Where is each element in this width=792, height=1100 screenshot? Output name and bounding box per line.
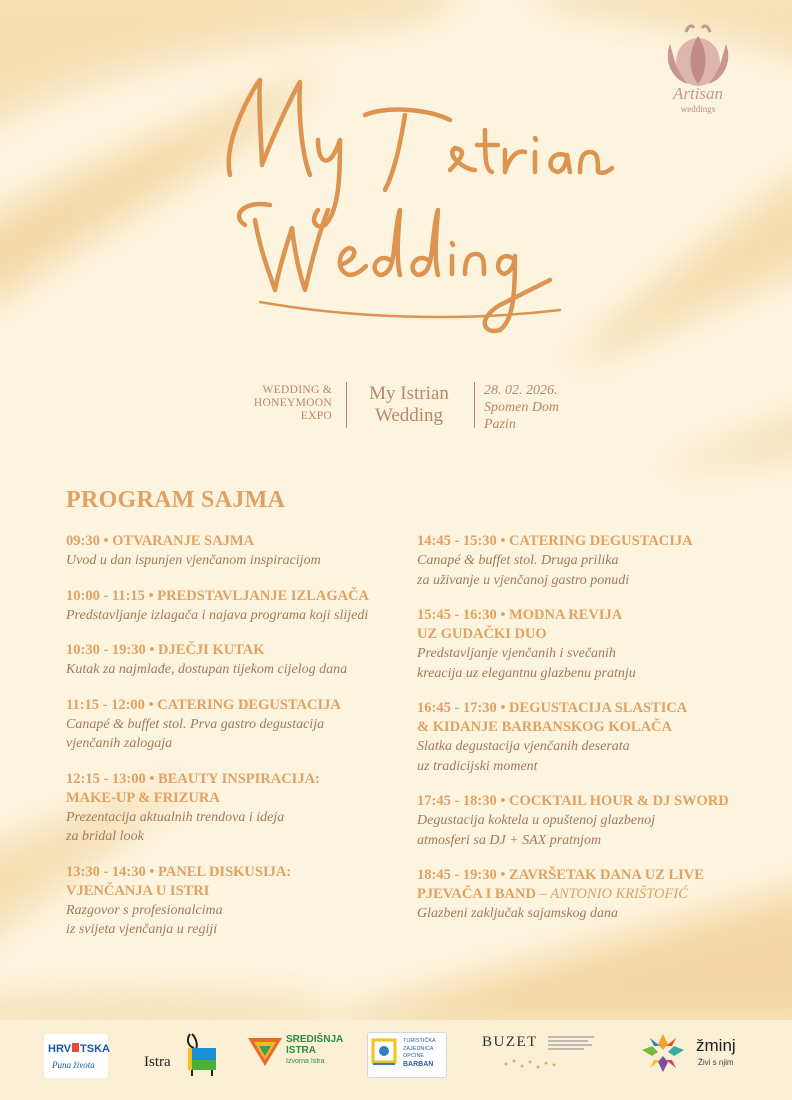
sponsor-footer: [0, 1020, 792, 1100]
hrvatska-logo-plate: [44, 1034, 108, 1078]
program-item-desc: vjenčanih zalogaja: [66, 736, 173, 751]
hrvatska-logo-word-a: HRV: [48, 1043, 72, 1055]
expo-name: [352, 383, 466, 427]
barban-line: BARBAN: [403, 1060, 434, 1068]
program-item-desc: uz tradicijski moment: [417, 758, 538, 774]
program-item: [66, 587, 406, 626]
barban-emblem-icon: [371, 1038, 399, 1068]
program-item-title: VJENČANJA U ISTRI: [66, 882, 210, 899]
sredisnja-name: [286, 1034, 343, 1056]
program-item: [417, 866, 777, 924]
expo-label: [214, 384, 332, 423]
barban-logo-text: [403, 1038, 436, 1068]
program-item: [417, 532, 777, 590]
script-title-graphic: [200, 60, 620, 360]
program-item-title: 11:15 - 12:00 • CATERING DEGUSTACIJA: [66, 696, 341, 713]
program-item-title: 10:00 - 11:15 • PREDSTAVLJANJE IZLAGAČA: [66, 587, 370, 604]
buzet-logo: [482, 1032, 598, 1078]
program-item-title: 13:30 - 14:30 • PANEL DISKUSIJA:: [66, 863, 292, 880]
performer-name: – ANTONIO KRIŠTOFIĆ: [539, 886, 688, 902]
program-item-desc: iz svijeta vjenčanja u regiji: [66, 922, 218, 937]
program-item: [66, 532, 406, 571]
program-item-title: 10:30 - 19:30 • DJEČJI KUTAK: [66, 642, 265, 658]
program-item-title: 09:30 • OTVARANJE SAJMA: [66, 533, 255, 549]
program-item-desc: Canapé & buffet stol. Druga prilika: [417, 553, 619, 568]
program-item-title-part: PJEVAČA I BAND: [417, 886, 536, 902]
program-item-desc: atmosferi sa DJ + SAX pratnjom: [417, 832, 602, 848]
program-item-title: 17:45 - 18:30 • COCKTAIL HOUR & DJ SWORD: [417, 793, 729, 809]
program-item-title: & KIDANJE BARBANSKOG KOLAČA: [417, 719, 672, 735]
checker-icon: [72, 1043, 79, 1052]
istra-logo-text: Istra: [144, 1054, 171, 1070]
program-item-desc: za uživanje u vjenčanoj gastro ponudi: [417, 572, 630, 588]
flower-icon: [638, 1030, 688, 1076]
program-item-title: 12:15 - 13:00 • BEAUTY INSPIRACIJA:: [66, 770, 320, 787]
zminj-logo-tagline: Živi s njim: [698, 1058, 734, 1067]
sredisnja-line: ISTRA: [286, 1045, 316, 1056]
zminj-logo-text: žminj: [696, 1036, 736, 1055]
expo-divider-left: [346, 382, 347, 428]
goat-icon: [180, 1030, 220, 1078]
program-item-desc: za bridal look: [66, 829, 144, 844]
program-item: [66, 641, 406, 680]
program-item-desc: Canapé & buffet stol. Prva gastro degustacija: [66, 716, 325, 732]
dots-icon: [502, 1056, 562, 1072]
program-item: [417, 699, 777, 776]
expo-label-line: HONEYMOON: [253, 397, 332, 409]
expo-label-line: EXPO: [300, 410, 332, 422]
program-item-desc: Slatka degustacija vjenčanih deserata: [417, 739, 630, 754]
expo-venue: Spomen Dom: [484, 400, 560, 415]
zminj-logo: [638, 1028, 754, 1080]
program-title: PROGRAM SAJMA: [66, 487, 286, 513]
program-item-title: 16:45 - 17:30 • DEGUSTACIJA SLASTICA: [417, 700, 688, 716]
program-item-desc: kreacija uz elegantnu glazbenu pratnju: [417, 665, 636, 681]
program-item-title: UZ GUDAČKI DUO: [417, 626, 547, 642]
artisan-logo-sub: weddings: [680, 104, 716, 114]
program-item-desc: Prezentacija aktualnih trendova i ideja: [66, 809, 285, 825]
program-item-desc: Razgovor s profesionalcima: [66, 902, 223, 918]
hrvatska-logo: [44, 1034, 108, 1078]
artisan-weddings-logo: [648, 22, 748, 122]
program-item-desc: Uvod u dan ispunjen vjenčanom inspiracijom: [66, 553, 321, 568]
expo-date-venue: [484, 382, 604, 433]
program-item-desc: Glazbeni zaključak sajamskog dana: [417, 906, 619, 921]
expo-label-line: WEDDING &: [262, 384, 332, 396]
program-item-title: 14:45 - 15:30 • CATERING DEGUSTACIJA: [417, 533, 693, 549]
barban-line: TURISTIČKA: [403, 1038, 436, 1044]
program-item: [417, 606, 777, 683]
istra-logo: [144, 1030, 220, 1080]
expo-name-line: Wedding: [374, 405, 444, 426]
sredisnja-line: SREDIŠNJA: [286, 1034, 344, 1045]
sredisnja-istra-logo: [248, 1032, 348, 1076]
artisan-logo-name: Artisan: [672, 84, 724, 103]
hrvatska-logo-word-b: TSKA: [80, 1043, 110, 1055]
barban-tz-logo: [367, 1032, 445, 1076]
program-column-left: [66, 532, 406, 956]
program-item: [417, 792, 777, 850]
program-item-desc: Predstavljanje izlagača i najava programa koji slijedi: [66, 607, 369, 623]
expo-divider-right: [474, 382, 475, 428]
barban-line: OPĆINE: [403, 1053, 425, 1059]
program-item-desc: Degustacija koktela u opuštenoj glazbenoj: [417, 813, 655, 828]
hrvatska-logo-tagline: Puna života: [52, 1060, 95, 1070]
expo-name-line: My Istrian: [369, 383, 449, 404]
program-item-title: [417, 885, 777, 904]
program-item-title: 15:45 - 16:30 • MODNA REVIJA: [417, 607, 623, 623]
program-item-desc: Predstavljanje vjenčanih i svečanih: [417, 646, 616, 661]
barban-line: ZAJEDNICA: [403, 1045, 434, 1052]
program-item-title: 18:45 - 19:30 • ZAVRŠETAK DANA UZ LIVE: [417, 867, 704, 883]
expo-city: Pazin: [484, 417, 516, 432]
buzet-small-print-icon: [548, 1034, 598, 1054]
program-item: [66, 863, 406, 940]
program-item-desc: Kutak za najmlađe, dostupan tijekom cijelog dana: [66, 662, 348, 677]
expo-date: 28. 02. 2026.: [484, 383, 558, 398]
hrvatska-logo-word: [48, 1043, 110, 1055]
buzet-logo-text: BUZET: [482, 1034, 538, 1050]
program-item: [66, 696, 406, 754]
sredisnja-tagline: Izvorna Istra: [286, 1058, 325, 1065]
triangle-icon: [248, 1036, 282, 1066]
program-column-right: [417, 532, 777, 940]
program-item-title: MAKE-UP & FRIZURA: [66, 789, 220, 806]
program-item: [66, 770, 406, 847]
lotus-icon: [648, 22, 748, 92]
